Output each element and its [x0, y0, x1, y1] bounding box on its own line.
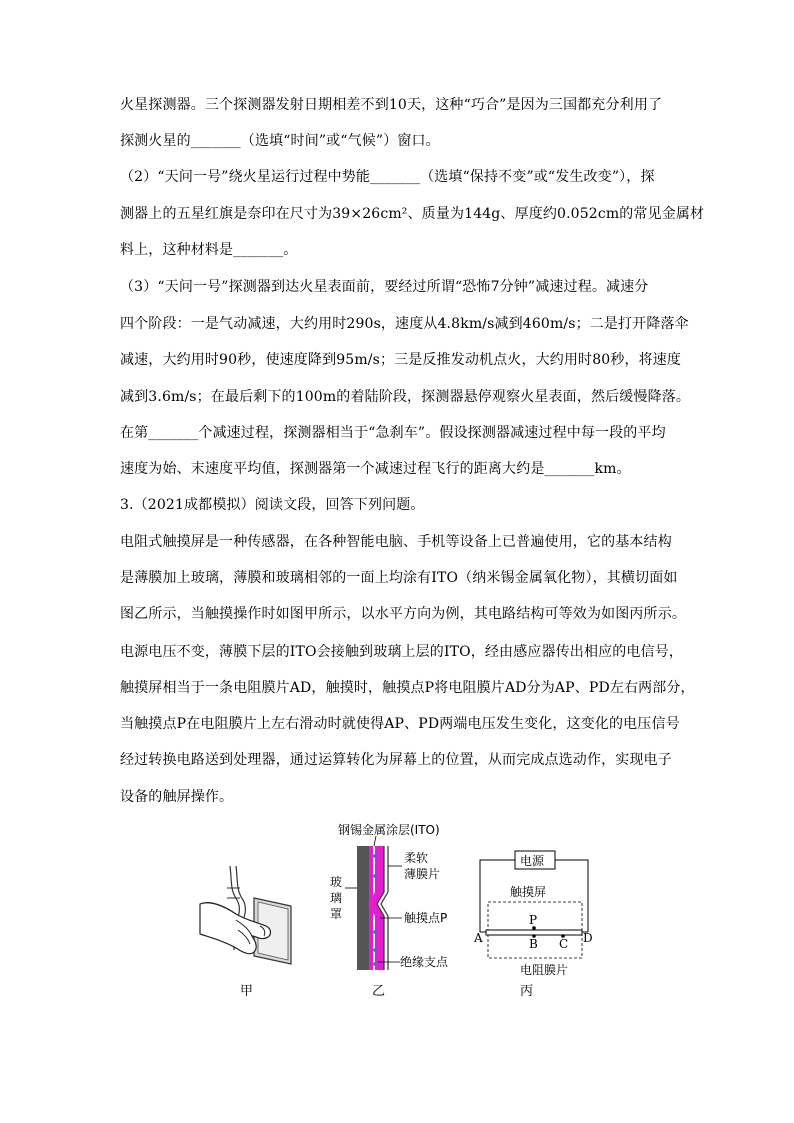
- text-line: （3）“天问一号”探测器到达火星表面前，要经过所谓“恐怖7分钟”减速过程。减速分: [120, 279, 649, 295]
- glass-label-2: 璃: [330, 891, 343, 905]
- film-label-2: 薄膜片: [404, 867, 441, 881]
- figure-jia: [196, 860, 296, 970]
- text-line: 四个阶段：一是气动减速，大约用时290s，速度从4.8km/s减到460m/s；二是打开降落伞: [120, 316, 689, 332]
- resistor-label: 电阻膜片: [520, 963, 569, 977]
- text-line: 图乙所示，当触摸操作时如图甲所示，以水平方向为例，其电路结构可等效为如图丙所示。: [120, 606, 686, 622]
- text-line: 火星探测器。三个探测器发射日期相差不到10天，这种“巧合”是因为三国都充分利用了: [120, 97, 663, 113]
- glass-label-3: 罩: [330, 907, 343, 921]
- text-line: （2）“天问一号”绕火星运行过程中势能_______（选填“保持不变”或“发生改变”），探: [120, 169, 655, 185]
- text-line: 测器上的五星红旗是奈印在尺寸为39×26cm²、质量为144g、厚度约0.052cm的常见金属材: [120, 206, 705, 222]
- point-c: C: [559, 937, 569, 951]
- film-label-1: 柔软: [404, 851, 429, 865]
- glass-label-1: 玻: [330, 875, 343, 889]
- text-line: 触摸屏相当于一条电阻膜片AD，触摸时，触摸点P将电阻膜片AD分为AP、PD左右两部分，: [120, 680, 695, 696]
- caption-yi: 乙: [372, 984, 386, 999]
- caption-jia: 甲: [240, 984, 254, 999]
- text-line: 当触摸点P在电阻膜片上左右滑动时就使得AP、PD两端电压发生变化，这变化的电压信号: [120, 716, 680, 732]
- point-b: B: [529, 937, 538, 951]
- text-line: 减速，大约用时90秒，使速度降到95m/s；三是反推发动机点火，大约用时80秒，将速度: [120, 352, 682, 368]
- text-line: 设备的触屏操作。: [120, 789, 234, 805]
- text-line: 电源电压不变，薄膜下层的ITO会接触到玻璃上层的ITO，经由感应器传出相应的电信号，: [120, 644, 683, 660]
- caption-bing: 丙: [520, 984, 534, 999]
- text-line: 是薄膜加上玻璃，薄膜和玻璃相邻的一面上均涂有ITO（纳米锡金属氧化物），其横切面如: [120, 570, 678, 586]
- ito-label: 钢锡金属涂层(ITO): [338, 823, 440, 837]
- figure-yi: [320, 822, 470, 972]
- glass-layer: [357, 846, 369, 970]
- point-a: A: [474, 931, 483, 945]
- text-line: 探测火星的_______（选填“时间”或“气候”）窗口。: [120, 133, 440, 149]
- insulator-label: 绝缘支点: [400, 955, 449, 969]
- text-line: 在第_______个减速过程，探测器相当于“急刹车”。假设探测器减速过程中每一段的平均: [120, 425, 666, 441]
- figure-bing: [470, 848, 595, 978]
- point-d: D: [583, 931, 593, 945]
- point-p: P: [529, 913, 538, 927]
- touch-screen-label: 触摸屏: [510, 885, 547, 899]
- text-line: 速度为始、末速度平均值，探测器第一个减速过程飞行的距离大约是_______km。: [120, 461, 631, 477]
- text-line: 料上，这种材料是_______。: [120, 242, 298, 258]
- power-label: 电源: [520, 854, 545, 868]
- touch-point-label: 触摸点P: [404, 911, 448, 925]
- question-heading: 3.（2021成都模拟）阅读文段，回答下列问题。: [120, 497, 425, 513]
- text-line: 减到3.6m/s；在最后剩下的100m的着陆阶段，探测器悬停观察火星表面，然后缓慢降落。: [120, 389, 691, 405]
- text-line: 电阻式触摸屏是一种传感器，在各种智能电脑、手机等设备上已普遍使用，它的基本结构: [120, 534, 672, 550]
- text-line: 经过转换电路送到处理器，通过运算转化为屏幕上的位置，从而完成点选动作，实现电子: [120, 752, 672, 768]
